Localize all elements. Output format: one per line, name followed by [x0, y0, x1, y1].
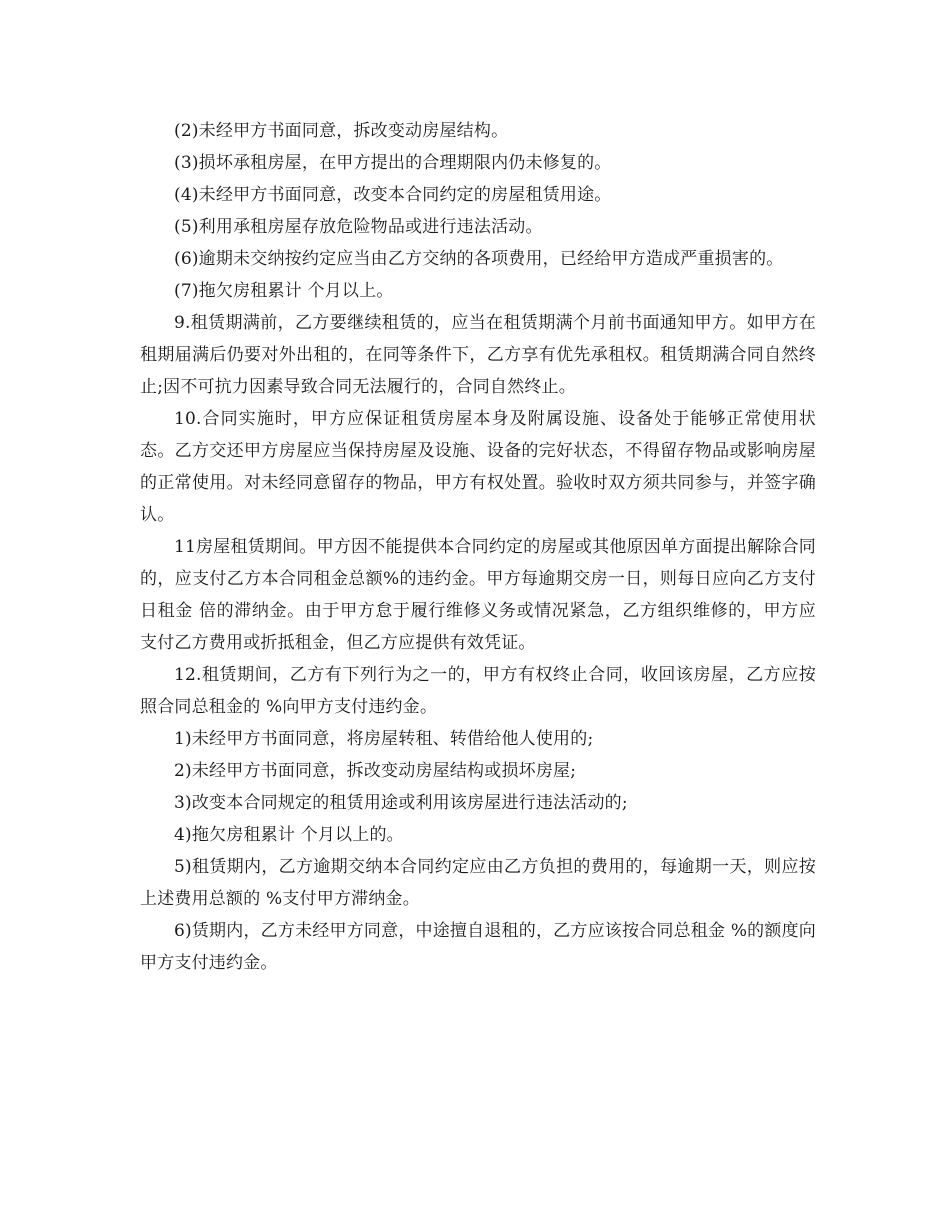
- clause-paragraph: 10.合同实施时，甲方应保证租赁房屋本身及附属设施、设备处于能够正常使用状态。乙方交还甲方房屋应当保持房屋及设施、设备的完好状态，不得留存物品或影响房屋的正常使用。对未经同意留存的物品，甲方有权处置。验收时双方须共同参与，并签字确认。: [140, 409, 816, 525]
- clause-paragraph: 6)赁期内，乙方未经甲方同意，中途擅自退租的，乙方应该按合同总租金 %的额度向甲方支付违约金。: [140, 921, 816, 973]
- clause-paragraph: 5)租赁期内，乙方逾期交纳本合同约定应由乙方负担的费用的，每逾期一天，则应按上述费用总额的 %支付甲方滞纳金。: [140, 857, 816, 909]
- clause-paragraph: (4)未经甲方书面同意，改变本合同约定的房屋租赁用途。: [174, 185, 612, 205]
- clause-paragraph: (2)未经甲方书面同意，拆改变动房屋结构。: [174, 121, 509, 141]
- document-body: [140, 115, 816, 979]
- clause-paragraph: 4)拖欠房租累计 个月以上的。: [174, 825, 404, 845]
- clause-paragraph: (3)损坏承租房屋，在甲方提出的合理期限内仍未修复的。: [174, 153, 612, 173]
- clause-paragraph: 2)未经甲方书面同意，拆改变动房屋结构或损坏房屋;: [174, 761, 577, 781]
- clause-paragraph: 12.租赁期间，乙方有下列行为之一的，甲方有权终止合同，收回该房屋，乙方应按照合同总租金的 %向甲方支付违约金。: [140, 665, 816, 717]
- clause-paragraph: (5)利用承租房屋存放危险物品或进行违法活动。: [174, 217, 543, 237]
- clause-paragraph: 3)改变本合同规定的租赁用途或利用该房屋进行违法活动的;: [174, 793, 628, 813]
- clause-paragraph: (7)拖欠房租累计 个月以上。: [174, 281, 394, 301]
- clause-paragraph: (6)逾期未交纳按约定应当由乙方交纳的各项费用，已经给甲方造成严重损害的。: [174, 249, 784, 269]
- clause-paragraph: 9.租赁期满前，乙方要继续租赁的，应当在租赁期满个月前书面通知甲方。如甲方在租期届满后仍要对外出租的，在同等条件下，乙方享有优先承租权。租赁期满合同自然终止;因不可抗力因素导致合同无法履行的，合同自然终止。: [140, 313, 816, 397]
- clause-paragraph: 1)未经甲方书面同意，将房屋转租、转借给他人使用的;: [174, 729, 594, 749]
- clause-paragraph: 11房屋租赁期间。甲方因不能提供本合同约定的房屋或其他原因单方面提出解除合同的，应支付乙方本合同租金总额%的违约金。甲方每逾期交房一日，则每日应向乙方支付日租金 倍的滞纳金。由于甲方怠于履行维修义务或情况紧急，乙方组织维修的，甲方应支付乙方费用或折抵租金，但乙方应提供有效凭证。: [140, 537, 816, 653]
